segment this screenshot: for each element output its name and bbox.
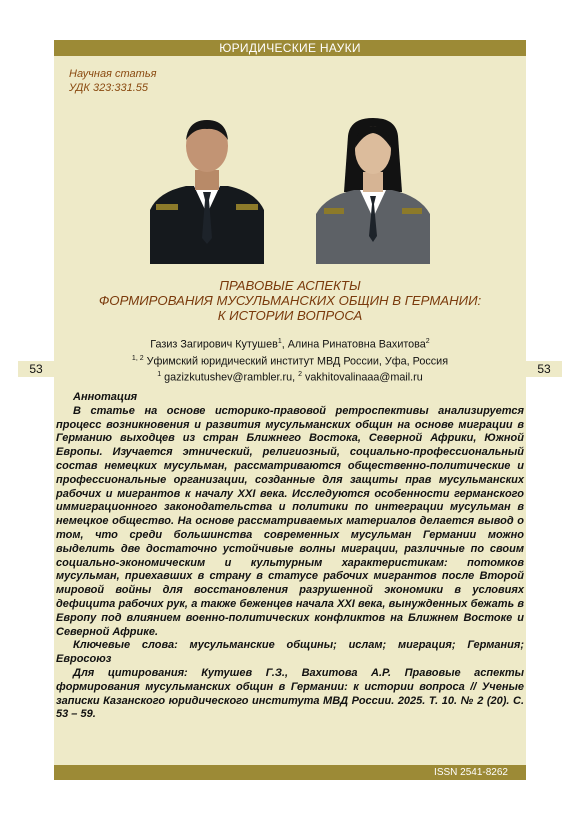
article-type: Научная статья <box>69 68 157 80</box>
article-meta <box>69 67 156 95</box>
article-title <box>60 278 520 323</box>
abstract-section <box>56 391 524 722</box>
email-1[interactable]: gazizkutushev@rambler.ru, <box>161 371 299 384</box>
affiliation-ref: 1, 2 <box>131 354 144 362</box>
author-photo-1 <box>150 118 264 264</box>
page-number-right: 53 <box>526 361 562 377</box>
authors-block <box>60 335 520 385</box>
author-1-ref: 1 <box>277 338 282 345</box>
author-photo-2 <box>316 118 430 264</box>
email-2-ref: 2 <box>298 371 302 379</box>
affiliation-text: Уфимский юридический институт МВД России, Уфа, Россия <box>143 355 449 368</box>
title-line-2: ФОРМИРОВАНИЯ МУСУЛЬМАНСКИХ ОБЩИН В ГЕРМАНИИ: <box>98 293 482 308</box>
author-2-ref: 2 <box>425 338 430 345</box>
section-header: ЮРИДИЧЕСКИЕ НАУКИ <box>54 40 526 56</box>
author-1-name: Газиз Загирович Кутушев <box>150 338 278 351</box>
keywords: Ключевые слова: мусульманские общины; ислам; миграция; Германия; Евросоюз <box>56 639 524 666</box>
author-2-name: Алина Ринатовна Вахитова <box>287 338 426 351</box>
email-1-ref: 1 <box>157 371 162 379</box>
title-line-3: К ИСТОРИИ ВОПРОСА <box>217 308 363 323</box>
author-emails <box>60 368 520 385</box>
email-2[interactable]: vakhitovalinaaa@mail.ru <box>302 371 423 384</box>
title-line-1: ПРАВОВЫЕ АСПЕКТЫ <box>219 278 361 293</box>
abstract-text: В статье на основе историко-правовой ретроспективы анализируется процесс возникновения и развития мусульманских общин на основе миграции в Германию выходцев из стран Ближнего Востока, Северной Африки, Южной Европы. Изучается этнический, религиозный, социально-профессиональный состав немецких мусульман, рассматриваются общественно-политические и профессиональные организации, созданные для защиты прав мусульманских рабочих и мигрантов к началу XXI века. Исследуются особенности германского иммиграционного законодательства и политики по интеграции мусульман в немецкое общество. На основе рассматриваемых материалов делается вывод о том, что среди большинства современных мусульман Германии можно выделить две достаточно устойчивые волны миграции, различные по своим социально-экономическим и культурным характеристикам: потомков мусульман, приехавших в страну в статусе рабочих мигрантов после Второй мировой войны для восстановления разрушенной экономики в условиях дефицита рабочих рук, а также беженцев начала XXI века, вынужденных бежать в Европу под влиянием военно-политических конфликтов на Ближнем Востоке и Северной Африке. <box>56 404 524 638</box>
issn: ISSN 2541-8262 <box>434 767 508 778</box>
page-number-left: 53 <box>18 361 54 377</box>
udc-code: УДК 323:331.55 <box>69 82 149 94</box>
author-separator: , <box>281 338 288 351</box>
citation: Для цитирования: Кутушев Г.З., Вахитова А.Р. Правовые аспекты формирования мусульманских общин в Германии: к истории вопроса // Ученые записки Казанского юридического института МВД России. 2025. Т. 10. № 2 (20). С. 53 – 59. <box>56 666 524 721</box>
affiliation <box>60 352 520 369</box>
abstract-heading: Аннотация <box>73 391 138 403</box>
authors-names <box>60 335 520 352</box>
